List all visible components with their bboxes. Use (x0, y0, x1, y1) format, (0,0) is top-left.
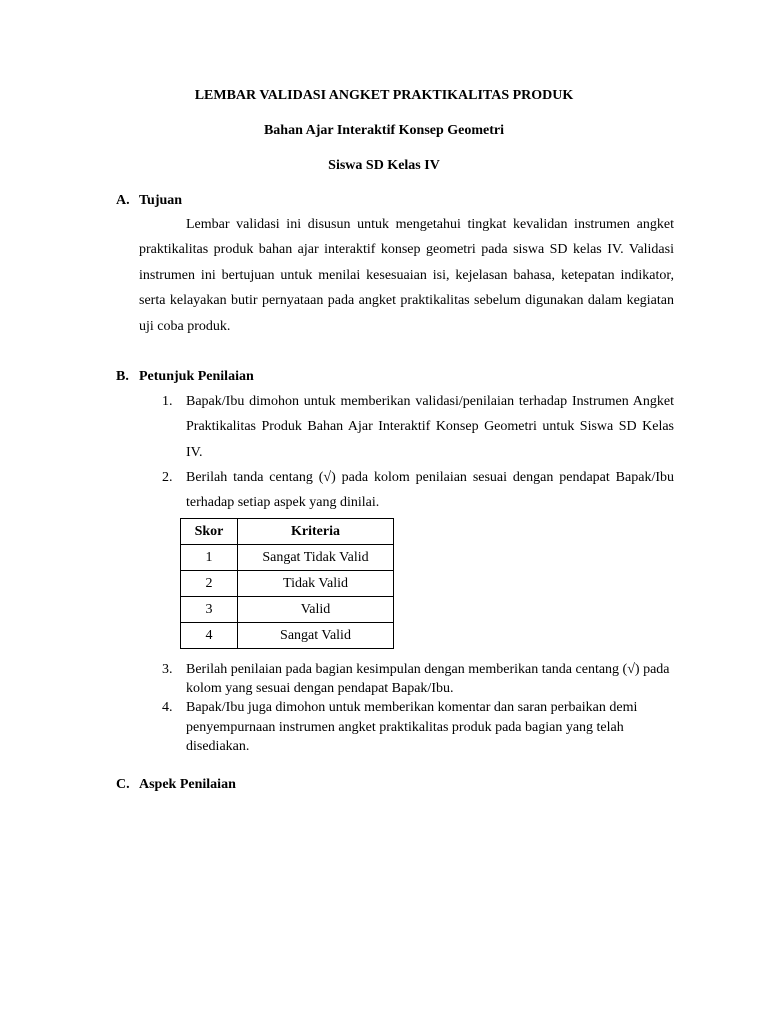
list-item (162, 389, 674, 465)
list-item-text: Berilah tanda centang (√) pada kolom penilaian sesuai dengan pendapat Bapak/Ibu terhadap setiap aspek yang dinilai. (186, 469, 674, 511)
section-a-paragraph (139, 212, 674, 339)
list-item-text: Bapak/Ibu juga dimohon untuk memberikan komentar dan saran perbaikan demi penyempurnaan instrumen angket praktikalitas produk pada bagian yang telah disediakan. (186, 700, 638, 754)
table-row (181, 623, 394, 649)
table-cell-kriteria: Tidak Valid (238, 571, 394, 597)
document-title: LEMBAR VALIDASI ANGKET PRAKTIKALITAS PRODUK (194, 88, 574, 103)
table-cell-kriteria: Valid (238, 597, 394, 623)
section-a-heading (116, 192, 182, 210)
table-cell-kriteria: Sangat Valid (238, 623, 394, 649)
document-class-label: Siswa SD Kelas IV (328, 158, 440, 173)
table-row (181, 597, 394, 623)
list-item (162, 660, 674, 698)
list-item-number: 1. (162, 394, 173, 409)
section-b-title: Petunjuk Penilaian (139, 369, 254, 384)
instruction-list-upper (162, 389, 674, 515)
section-a-paragraph-text: Lembar validasi ini disusun untuk mengetahui tingkat kevalidan instrumen angket praktikalitas produk bahan ajar interaktif konsep geometri pada siswa SD kelas IV. Validasi instrumen ini bertujuan untuk menilai kesesuaian isi, kejelasan bahasa, ketepatan indikator, serta kelayakan butir pernyataan pada angket praktikalitas sebelum digunakan dalam kegiatan uji coba produk. (139, 217, 674, 334)
list-item (162, 465, 674, 516)
table-cell-skor: 2 (181, 571, 238, 597)
table-cell-skor: 3 (181, 597, 238, 623)
list-item-number: 2. (162, 469, 173, 485)
section-c-letter: C. (116, 777, 130, 792)
section-b-letter: B. (116, 369, 129, 384)
section-c-heading (116, 776, 236, 794)
list-item-text: Berilah penilaian pada bagian kesimpulan dengan memberikan tanda centang (√) pada kolom yang sesuai dengan pendapat Bapak/Ibu. (186, 662, 670, 697)
list-item (162, 698, 674, 756)
table-row (181, 545, 394, 571)
list-item-number: 4. (162, 700, 173, 716)
section-a-title: Tujuan (139, 193, 183, 208)
document-subtitle: Bahan Ajar Interaktif Konsep Geometri (263, 123, 505, 138)
table-header-skor: Skor (181, 519, 238, 545)
table-cell-kriteria: Sangat Tidak Valid (238, 545, 394, 571)
table-header-row (181, 519, 394, 545)
section-b-heading (116, 368, 254, 386)
instruction-list-lower (162, 660, 674, 756)
criteria-table (180, 518, 394, 649)
table-header-kriteria: Kriteria (238, 519, 394, 545)
section-a-letter: A. (116, 193, 130, 208)
section-c-title: Aspek Penilaian (139, 777, 236, 792)
table-cell-skor: 1 (181, 545, 238, 571)
table-cell-skor: 4 (181, 623, 238, 649)
table-row (181, 571, 394, 597)
list-item-number: 3. (162, 662, 173, 677)
list-item-text: Bapak/Ibu dimohon untuk memberikan validasi/penilaian terhadap Instrumen Angket Praktikalitas Produk Bahan Ajar Interaktif Konsep Geometri untuk Siswa SD Kelas IV. (186, 394, 674, 460)
